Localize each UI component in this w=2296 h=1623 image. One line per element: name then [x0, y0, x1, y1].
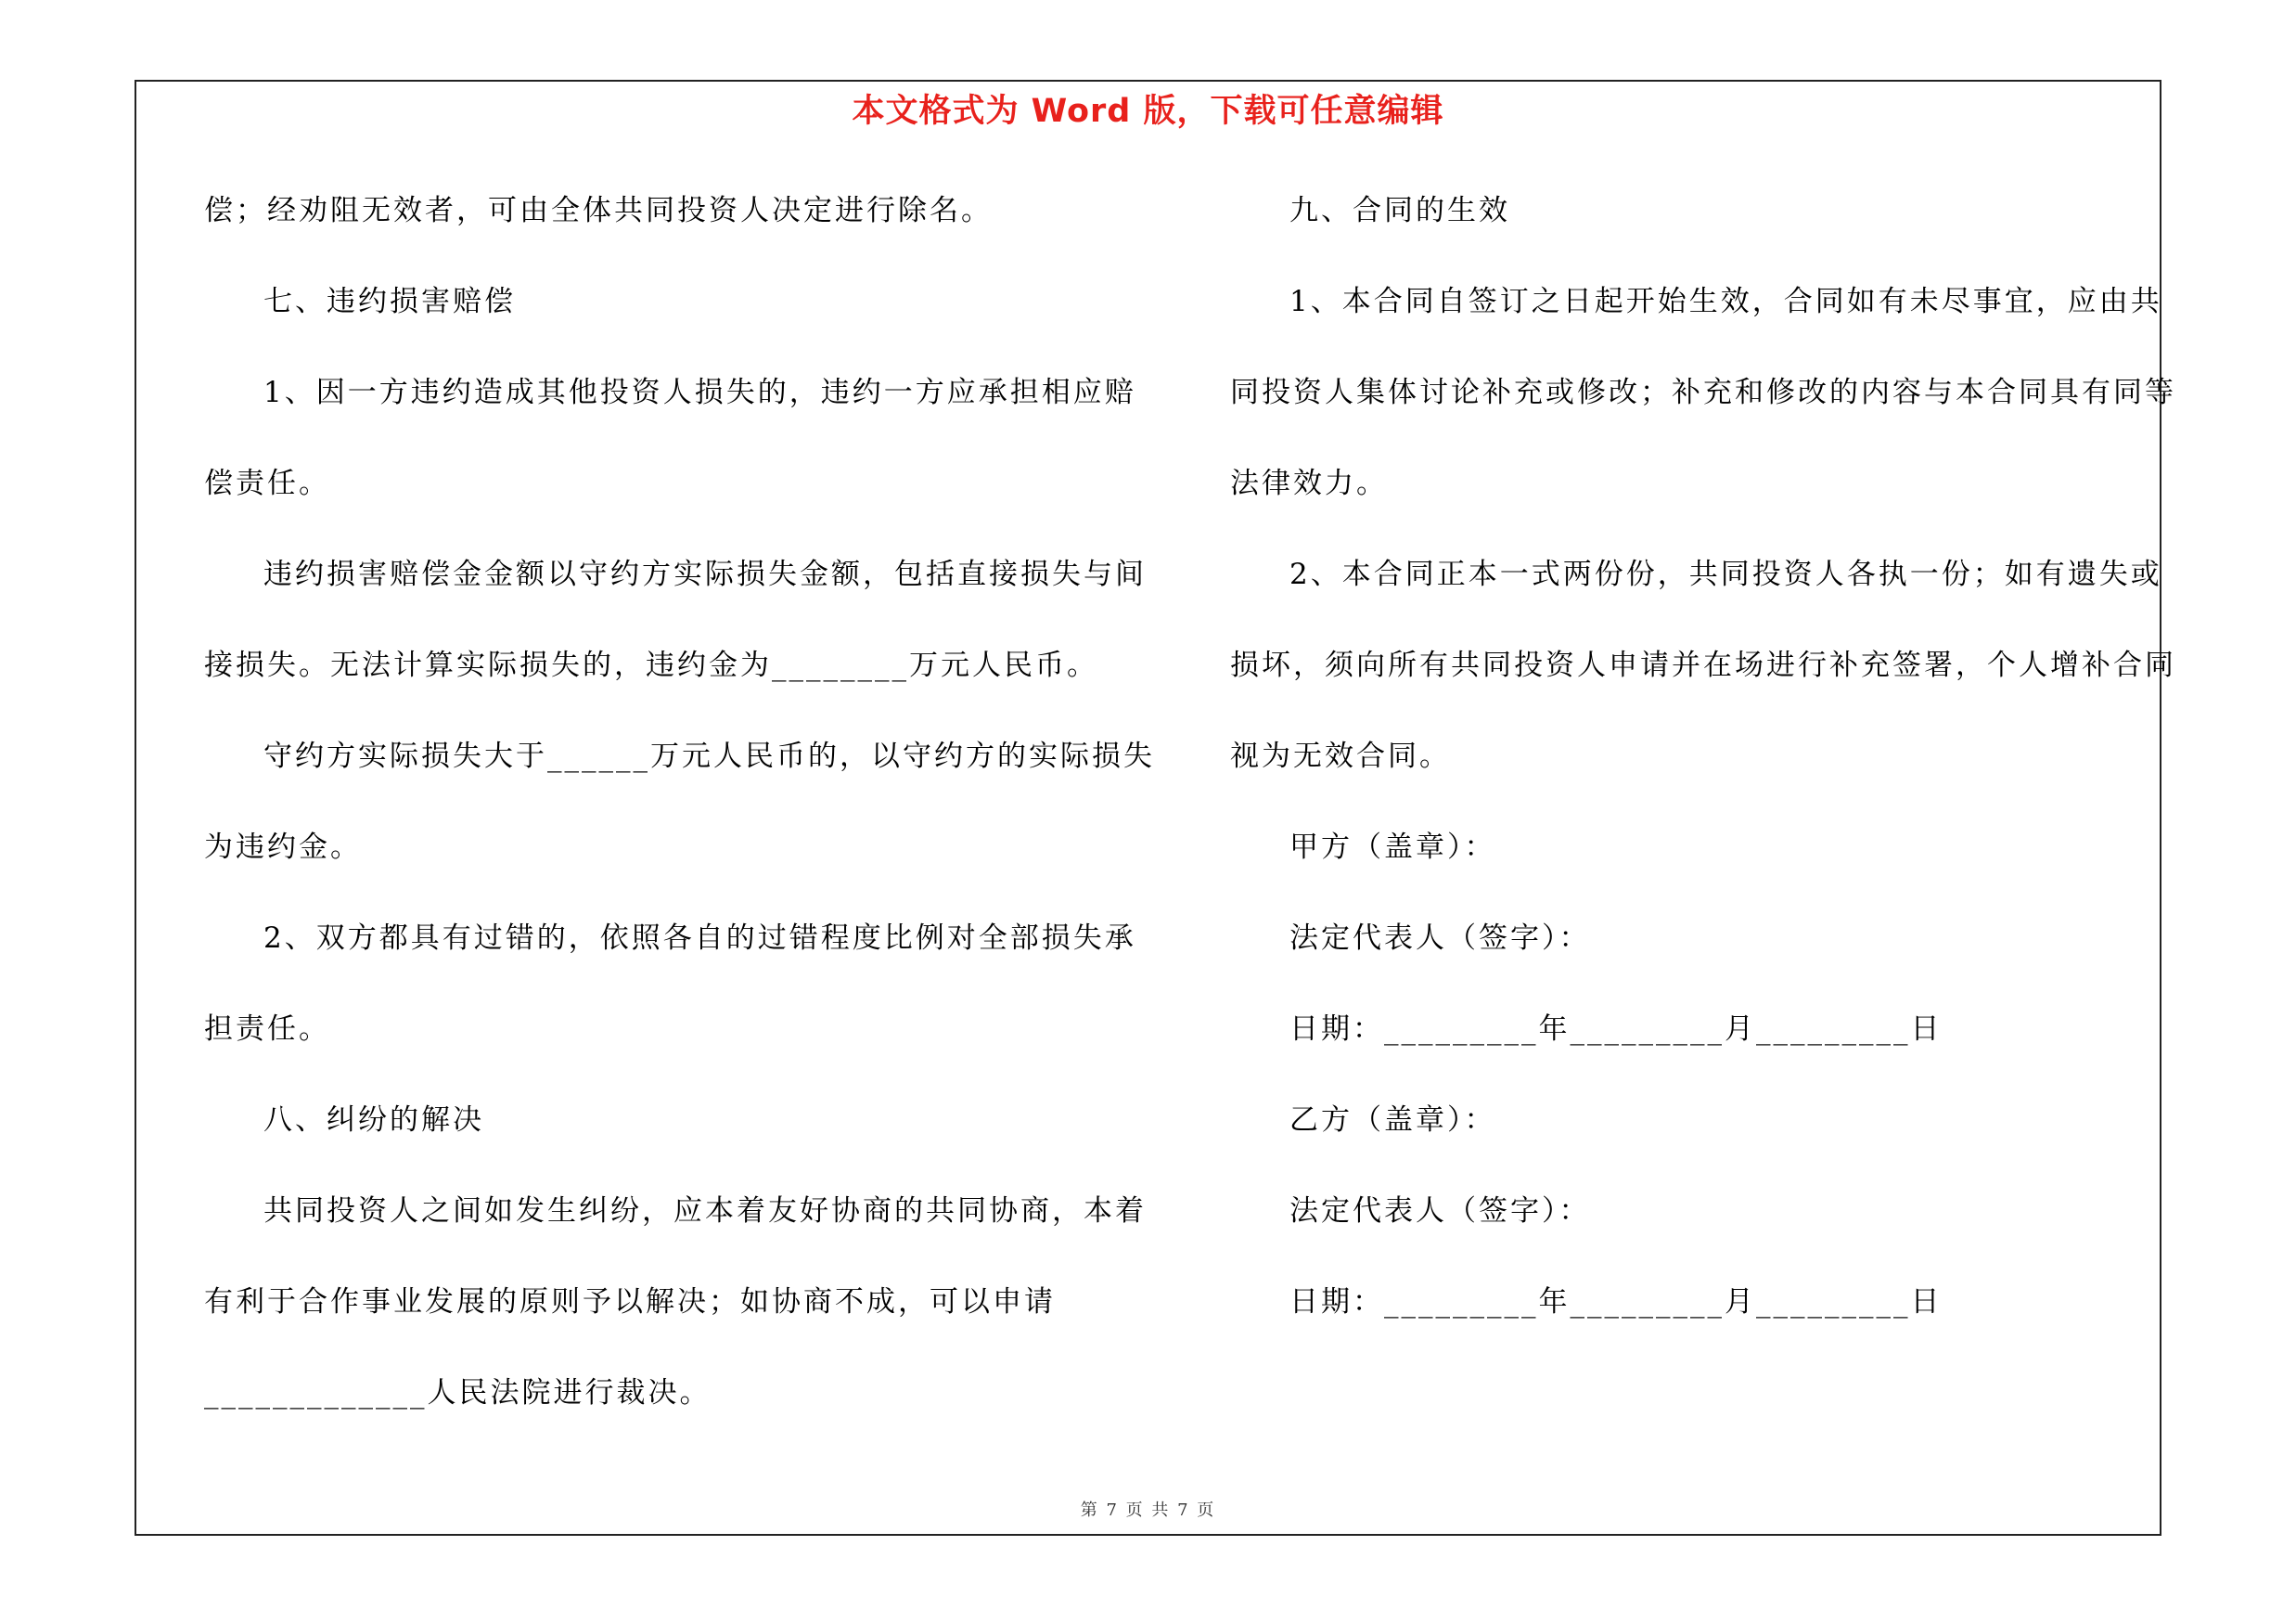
text-line: 守约方实际损失大于______万元人民币的，以守约方的实际损失: [263, 740, 1155, 773]
page-number: 第 7 页 共 7 页: [1080, 1501, 1216, 1520]
text-line: 共同投资人之间如发生纠纷，应本着友好协商的共同协商，本着: [263, 1194, 1147, 1228]
section-heading: 八、纠纷的解决: [263, 1103, 484, 1137]
signature-party-a: 甲方（盖章）：: [1289, 831, 1496, 864]
text-line: 1、本合同自签订之日起开始生效，合同如有未尽事宜，应由共: [1289, 285, 2162, 318]
text-line: 偿；经劝阻无效者，可由全体共同投资人决定进行除名。: [204, 194, 993, 227]
text-line: _____________人民法院进行裁决。: [204, 1376, 712, 1410]
signature-party-b: 乙方（盖章）：: [1289, 1103, 1496, 1137]
text-line: 违约损害赔偿金金额以守约方实际损失金额，包括直接损失与间: [263, 558, 1147, 591]
section-heading: 七、违约损害赔偿: [263, 285, 516, 318]
left-column: [204, 184, 1155, 1457]
text-line: 视为无效合同。: [1230, 740, 1451, 773]
signature-rep-a: 法定代表人（签字）：: [1289, 921, 1591, 955]
text-line: 有利于合作事业发展的原则予以解决；如协商不成，可以申请: [204, 1285, 1056, 1319]
text-line: 接损失。无法计算实际损失的，违约金为________万元人民币。: [204, 649, 1098, 682]
text-line: 为违约金。: [204, 831, 362, 864]
header-banner: 本文格式为 Word 版，下载可任意编辑: [852, 93, 1444, 130]
right-column: [1230, 184, 2176, 1366]
text-line: 法律效力。: [1230, 467, 1388, 500]
text-line: 偿责任。: [204, 467, 330, 500]
text-line: 2、本合同正本一式两份份，共同投资人各执一份；如有遗失或: [1289, 558, 2162, 591]
signature-date-a: 日期：_________年_________月_________日: [1289, 1012, 1943, 1046]
text-line: 同投资人集体讨论补充或修改；补充和修改的内容与本合同具有同等: [1230, 376, 2176, 409]
section-heading: 九、合同的生效: [1289, 194, 1510, 227]
signature-rep-b: 法定代表人（签字）：: [1289, 1194, 1591, 1228]
text-line: 损坏，须向所有共同投资人申请并在场进行补充签署，个人增补合同: [1230, 649, 2176, 682]
text-line: 2、双方都具有过错的，依照各自的过错程度比例对全部损失承: [263, 921, 1136, 955]
text-line: 担责任。: [204, 1012, 330, 1046]
signature-date-b: 日期：_________年_________月_________日: [1289, 1285, 1943, 1319]
text-line: 1、因一方违约造成其他投资人损失的，违约一方应承担相应赔: [263, 376, 1136, 409]
